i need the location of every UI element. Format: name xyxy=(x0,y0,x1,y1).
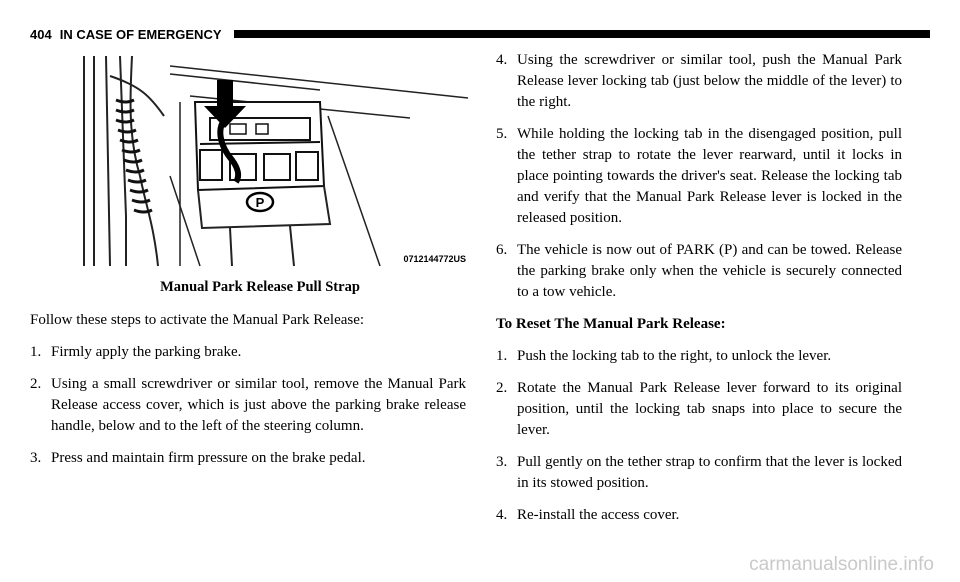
site-watermark: carmanualsonline.info xyxy=(749,554,934,575)
list-item: 2. Using a small screwdriver or similar tool, remove the Manual Park Release access cover, which is just above the parking brake release handle, below and to the left of the steering column. xyxy=(30,376,466,434)
step-text: Using a small screwdriver or similar tool, remove the Manual Park Release access cover, which is just above the parking brake release handle, below and to the left of the steering column. xyxy=(51,376,466,434)
intro-text: Follow these steps to activate the Manual Park Release: xyxy=(30,312,365,328)
right-column xyxy=(496,50,902,537)
left-column xyxy=(30,310,466,480)
step-text: Using the screwdriver or similar tool, push the Manual Park Release lever locking tab (just below the middle of the lever) to the right. xyxy=(517,52,902,110)
step-text: While holding the locking tab in the disengaged position, pull the tether strap to rotate the lever rearward, until it locks in place pointing towards the driver's seat. Release the locking tab and verify that the Manual Park Release lever is locked in the released position. xyxy=(517,126,902,226)
page-number: 404 xyxy=(30,26,52,42)
svg-text:P: P xyxy=(255,195,265,210)
reset-heading: To Reset The Manual Park Release: xyxy=(496,316,726,332)
list-item: 2. Rotate the Manual Park Release lever forward to its original position, until the locking tab snaps into place to secure the lever. xyxy=(496,380,902,438)
step-text: The vehicle is now out of PARK (P) and can be towed. Release the parking brake only when the vehicle is securely connected to a tow vehicle. xyxy=(517,242,902,300)
list-item: 4. Using the screwdriver or similar tool, push the Manual Park Release lever locking tab (just below the middle of the lever) to the right. xyxy=(496,52,902,110)
step-text: Re-install the access cover. xyxy=(517,507,680,523)
list-item: 1. Push the locking tab to the right, to unlock the lever. xyxy=(496,348,832,364)
list-item: 3. Pull gently on the tether strap to confirm that the lever is locked in its stowed position. xyxy=(496,454,902,491)
park-release-illustration xyxy=(80,56,470,268)
list-item: 1. Firmly apply the parking brake. xyxy=(30,344,242,360)
header-rule xyxy=(234,30,931,38)
page-header xyxy=(30,24,930,44)
step-text: Push the locking tab to the right, to unlock the lever. xyxy=(517,348,832,364)
park-symbol-icon xyxy=(247,193,273,211)
step-text: Firmly apply the parking brake. xyxy=(51,344,242,360)
step-text: Rotate the Manual Park Release lever forward to its original position, until the locking tab snaps into place to secure the lever. xyxy=(517,380,902,438)
figure-caption: Manual Park Release Pull Strap xyxy=(160,279,360,295)
list-item: 3. Press and maintain firm pressure on the brake pedal. xyxy=(30,450,366,466)
section-title: IN CASE OF EMERGENCY xyxy=(59,26,222,42)
step-text: Press and maintain firm pressure on the brake pedal. xyxy=(51,450,366,466)
list-item: 4. Re-install the access cover. xyxy=(496,507,680,523)
list-item: 6. The vehicle is now out of PARK (P) and can be towed. Release the parking brake only when the vehicle is securely connected to a tow vehicle. xyxy=(496,242,902,300)
step-text: Pull gently on the tether strap to confirm that the lever is locked in its stowed position. xyxy=(517,454,902,491)
list-item: 5. While holding the locking tab in the disengaged position, pull the tether strap to rotate the lever rearward, until it locks in place pointing towards the driver's seat. Release the locking tab and verify that the Manual Park Release lever is locked in the released position. xyxy=(496,126,902,226)
part-code: 0712144772US xyxy=(403,254,466,264)
